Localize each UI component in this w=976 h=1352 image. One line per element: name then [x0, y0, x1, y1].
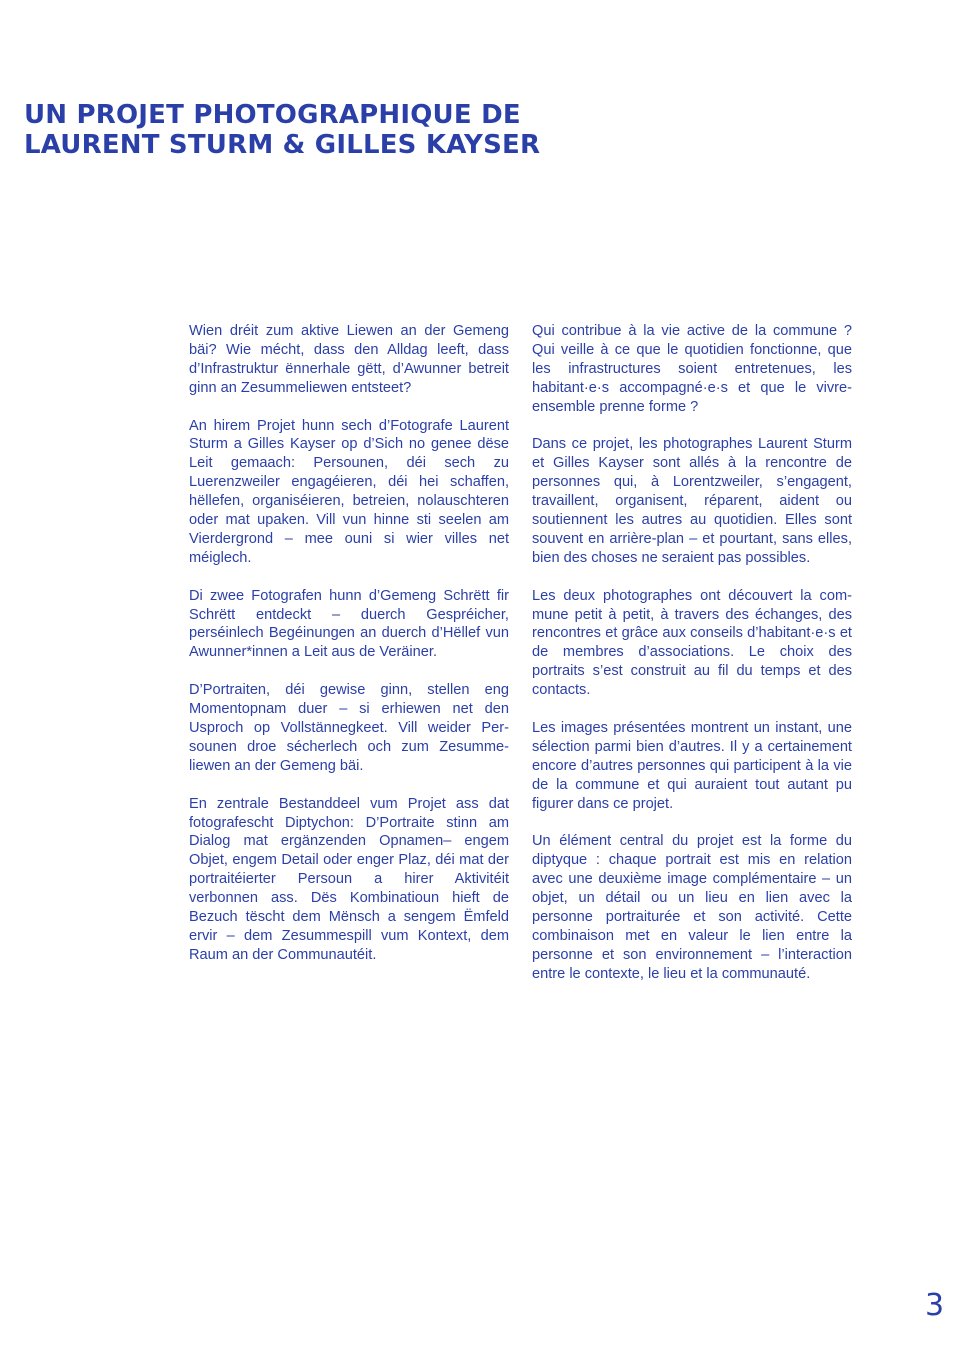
- page-title-line-2: LAURENT STURM & GILLES KAYSER: [24, 130, 541, 160]
- lb-paragraph-5: En zentrale Bestanddeel vum Projet ass dat fotografescht Diptychon: D’Portraite stinn am Dialog mat ergänzenden Opnamen– engem Objet, engem Detail oder enger Plaz, déi mat der portraitéierter Persoun a hirer Aktivitéit verbonnen ass. Dës Kombinatioun hieft de Bezuch tëscht dem Mënsch a sengem Ëmfeld ervir – dem Zesummespill vum Kontext, dem Raum an der Communautéit.: [189, 795, 509, 963]
- page-number: 3: [925, 1288, 945, 1323]
- lb-paragraph-2: An hirem Projet hunn sech d’Fotografe Laurent Sturm a Gilles Kayser op d’Sich no genee dëse Leit gemaach: Persounen, déi sech zu Luerenzweiler engagéieren, déi hei schaffen, hëllefen, organiséieren, betreien, nolauschteren oder mat upaken. Vill vun hinne sti seelen am Vierdergrond – mee ouni si wier villes net méiglech.: [189, 417, 509, 566]
- french-text-column: [532, 322, 852, 1003]
- lb-paragraph-3: Di zwee Fotografen hunn d’Gemeng Schrëtt fir Schrëtt entdeckt – duerch Gespréicher, perséinlech Begéinungen an duerch d’Hëllef vun Awunner*innen a Leit aus de Veräiner.: [189, 587, 509, 661]
- lb-paragraph-4: D’Portraiten, déi gewise ginn, stellen eng Momentopnam duer – si erhiewen net den Usproch op Vollstännegkeet. Vill weider Persounen droe sécherlech och zum Zesummeliewen an der Gemeng bäi.: [189, 682, 509, 774]
- fr-paragraph-3: Les deux photographes ont découvert la commune petit à petit, à travers des échanges, des rencontres et grâce aux conseils d’habitant·e·s et de membres d’associations. Le choix des portraits s’est construit au fil du temps et des contacts.: [532, 587, 852, 699]
- fr-paragraph-2: Dans ce projet, les photographes Laurent Sturm et Gilles Kayser sont allés à la rencontre de personnes qui, à Lorentzweiler, s’engagent, travaillent, organisent, réparent, aident ou soutiennent les autres au quotidien. Elles sont souvent en arrière-plan – et pourtant, sans elles, bien des choses ne seraient pas possibles.: [532, 436, 852, 566]
- page-title-line-1: UN PROJET PHOTOGRAPHIQUE DE: [24, 100, 521, 130]
- page-title: [24, 100, 540, 160]
- fr-paragraph-4: Les images présentées montrent un instant, une sélection parmi bien d’autres. Il y a certainement encore d’autres personnes qui participent à la vie de la commune et qui auraient tout autant pu figurer dans ce projet.: [532, 719, 852, 812]
- luxembourgish-text-column: [189, 322, 509, 984]
- lb-paragraph-1: Wien dréit zum aktive Liewen an der Gemeng bäi? Wie mécht, dass den Alldag leeft, dass d’Infrastruktur ënnerhale gëtt, d’Awunner betreit ginn an Zesummeliewen entsteet?: [189, 323, 509, 396]
- fr-paragraph-5: Un élément central du projet est la forme du diptyque : chaque portrait est mis en relation avec une deuxième image complémentaire – un objet, un détail ou un lieu en lien avec la personne portraiturée et son activité. Cette combinaison met en valeur le lien entre la personne et son environnement – l’interaction entre le contexte, le lieu et la communauté.: [532, 833, 852, 982]
- fr-paragraph-1: Qui contribue à la vie active de la commune ? Qui veille à ce que le quotidien fonctionne, que les infrastructures soient entretenues, les habitant·e·s accompagné·e·s et que le vivre-ensemble prenne forme ?: [532, 323, 852, 415]
